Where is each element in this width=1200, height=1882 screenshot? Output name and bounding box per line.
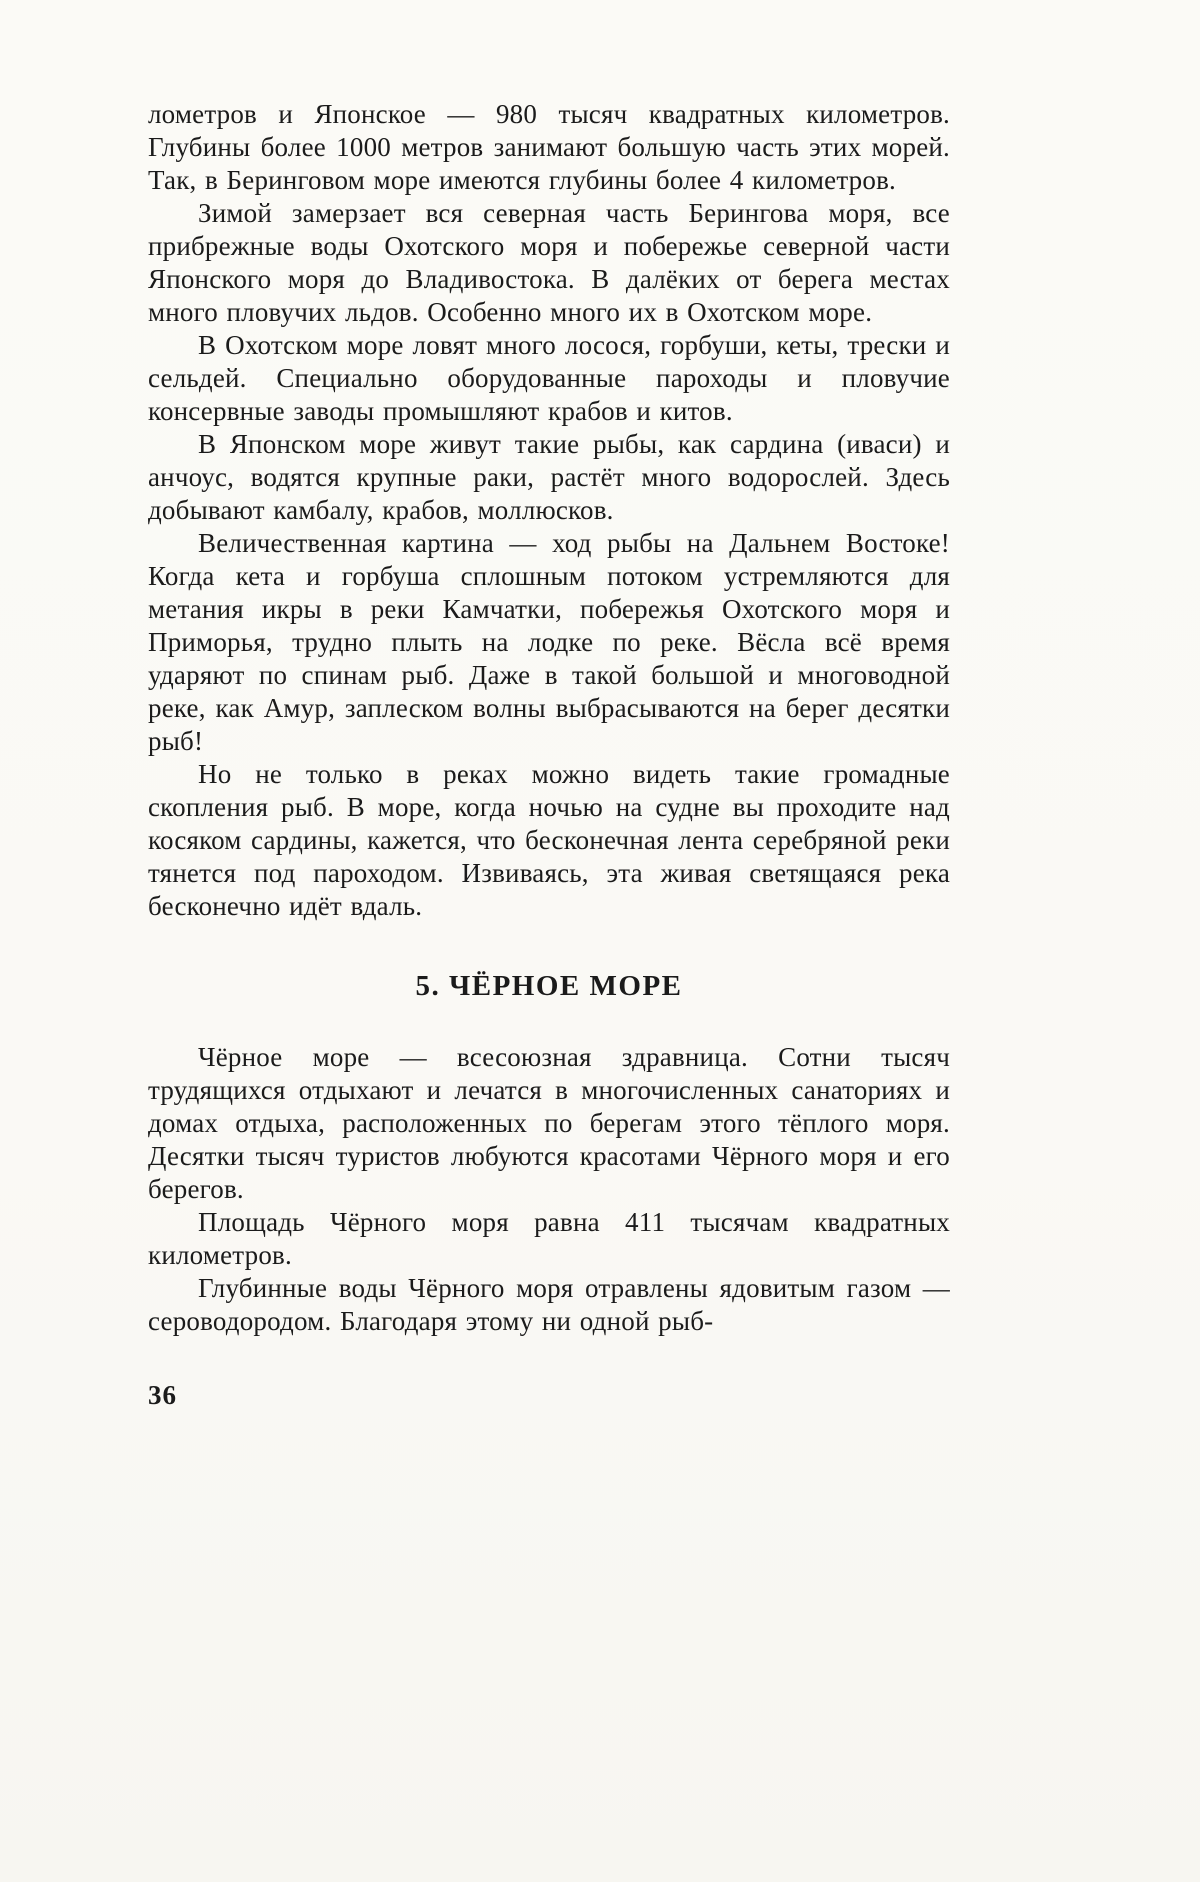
text-block — [148, 98, 950, 1411]
paragraph: Зимой замерзает вся северная часть Берингова моря, все прибрежные воды Охотского моря и побережье северной части Японского моря до Владивостока. В далёких от берега местах много пловучих льдов. Особенно много их в Охотском море. — [148, 198, 950, 327]
paragraph: Глубинные воды Чёрного моря отравлены ядовитым газом — сероводородом. Благодаря этому ни одной рыб- — [148, 1273, 950, 1336]
paragraph: Но не только в реках можно видеть такие громадные скопления рыб. В море, когда ночью на судне вы проходите над косяком сардины, кажется, что бесконечная лента серебряной реки тянется под пароходом. Извиваясь, эта живая светящаяся река бесконечно идёт вдаль. — [148, 759, 950, 921]
paragraph: В Охотском море ловят много лосося, горбуши, кеты, трески и сельдей. Специально оборудованные пароходы и пловучие консервные заводы промышляют крабов и китов. — [148, 330, 950, 426]
paragraph: Площадь Чёрного моря равна 411 тысячам квадратных километров. — [148, 1207, 950, 1270]
paragraph: Чёрное море — всесоюзная здравница. Сотни тысяч трудящихся отдыхают и лечатся в многочисленных санаториях и домах отдыха, расположенных по берегам этого тёплого моря. Десятки тысяч туристов любуются красотами Чёрного моря и его берегов. — [148, 1042, 950, 1204]
page-number: 36 — [148, 1380, 177, 1410]
paragraph: лометров и Японское — 980 тысяч квадратных километров. Глубины более 1000 метров занимают большую часть этих морей. Так, в Беринговом море имеются глубины более 4 километров. — [148, 99, 950, 195]
paragraph: В Японском море живут такие рыбы, как сардина (иваси) и анчоус, водятся крупные раки, растёт много водорослей. Здесь добывают камбалу, крабов, моллюсков. — [148, 429, 950, 525]
section-heading: 5. ЧЁРНОЕ МОРЕ — [415, 970, 683, 1002]
paragraph: Величественная картина — ход рыбы на Дальнем Востоке! Когда кета и горбуша сплошным потоком устремляются для метания икры в реки Камчатки, побережья Охотского моря и Приморья, трудно плыть на лодке по реке. Вёсла всё время ударяют по спинам рыб. Даже в такой большой и многоводной реке, как Амур, заплеском волны выбрасываются на берег десятки рыб! — [148, 528, 950, 756]
